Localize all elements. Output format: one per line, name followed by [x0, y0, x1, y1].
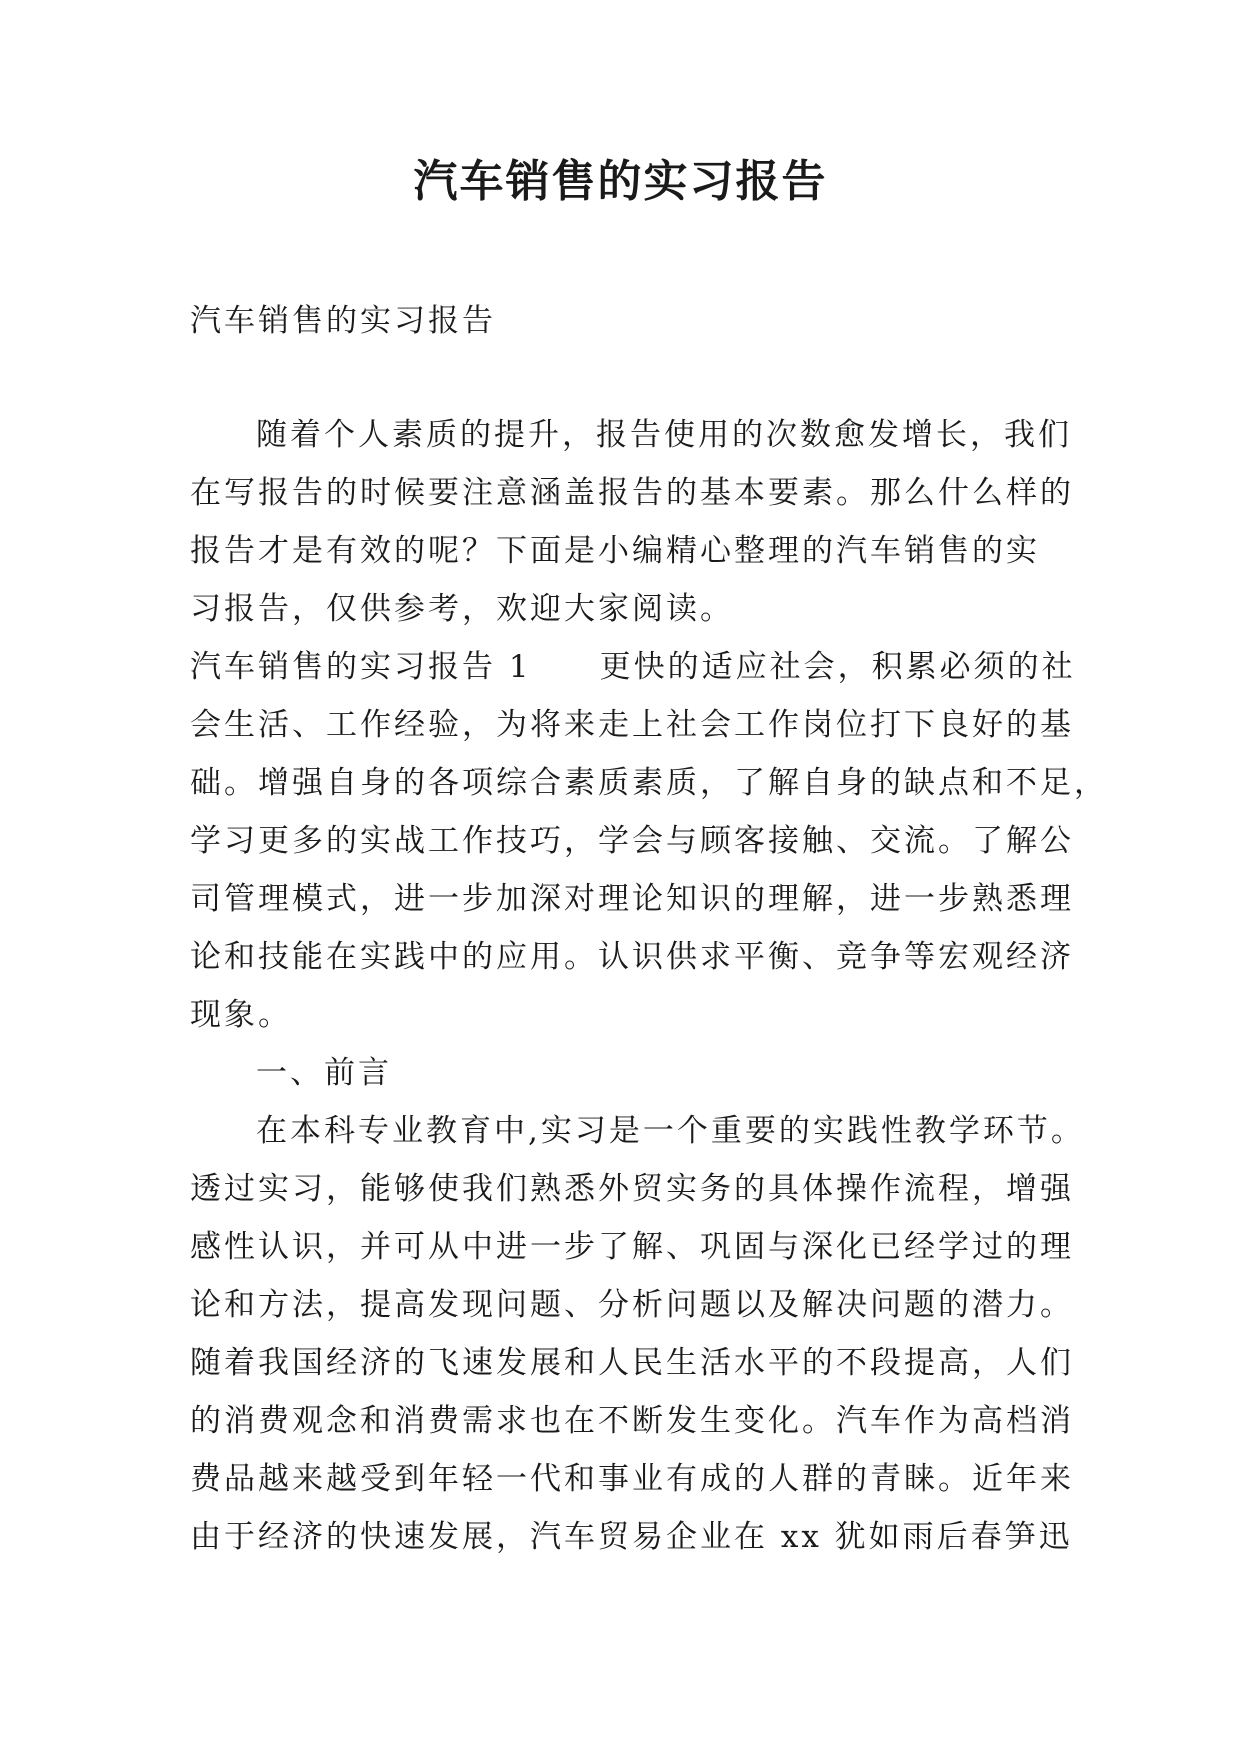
- intro-line: 在写报告的时候要注意涵盖报告的基本要素。那么什么样的: [190, 475, 1074, 511]
- section1-line: 学习更多的实战工作技巧，学会与顾客接触、交流。了解公: [190, 823, 1074, 859]
- section1-line: 现象。: [190, 997, 292, 1033]
- preface-heading: 一、前言: [256, 1055, 392, 1091]
- document-body: [190, 292, 1108, 1566]
- preface-line: 感性认识，并可从中进一步了解、巩固与深化已经学过的理: [190, 1229, 1074, 1265]
- preface-line: 由于经济的快速发展，汽车贸易企业在 xx 犹如雨后春笋迅: [190, 1519, 1073, 1555]
- preface-line: 随着我国经济的飞速发展和人民生活水平的不段提高，人们: [190, 1345, 1074, 1381]
- preface-line: 在本科专业教育中,实习是一个重要的实践性教学环节。: [256, 1113, 1085, 1149]
- section1-line: 司管理模式，进一步加深对理论知识的理解，进一步熟悉理: [190, 881, 1074, 917]
- preface-line: 的消费观念和消费需求也在不断发生变化。汽车作为高档消: [190, 1403, 1074, 1439]
- section1-line: 汽车销售的实习报告 1 更快的适应社会，积累必须的社: [190, 649, 1076, 685]
- intro-line: 习报告，仅供参考，欢迎大家阅读。: [190, 591, 734, 627]
- section1-line: 础。增强自身的各项综合素质素质，了解自身的缺点和不足，: [190, 765, 1108, 801]
- preface-line: 论和方法，提高发现问题、分析问题以及解决问题的潜力。: [190, 1287, 1074, 1323]
- intro-line: 随着个人素质的提升，报告使用的次数愈发增长，我们: [256, 417, 1072, 453]
- preface-line: 费品越来越受到年轻一代和事业有成的人群的青睐。近年来: [190, 1461, 1074, 1497]
- preface-line: 透过实习，能够使我们熟悉外贸实务的具体操作流程，增强: [190, 1171, 1074, 1207]
- section1-line: 会生活、工作经验，为将来走上社会工作岗位打下良好的基: [190, 707, 1074, 743]
- document-title: 汽车销售的实习报告: [413, 156, 828, 207]
- intro-line: 报告才是有效的呢？下面是小编精心整理的汽车销售的实: [190, 533, 1040, 569]
- section1-line: 论和技能在实践中的应用。认识供求平衡、竞争等宏观经济: [190, 939, 1074, 975]
- document-subtitle: 汽车销售的实习报告: [190, 303, 496, 339]
